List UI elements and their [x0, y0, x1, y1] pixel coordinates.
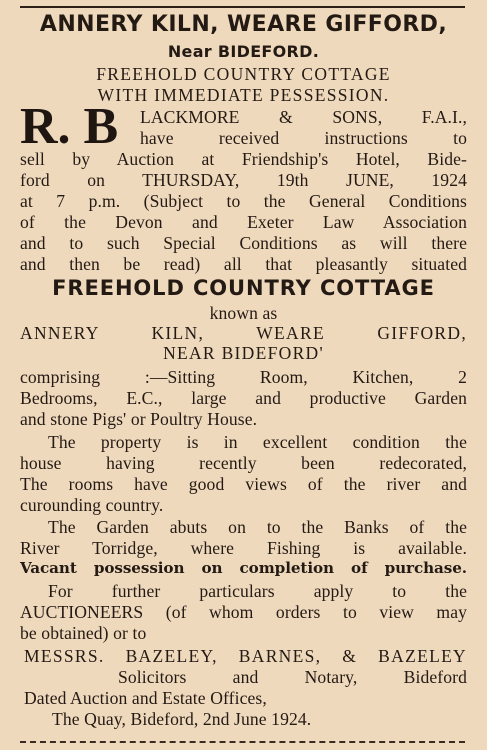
- solicitors-name: MESSRS. BAZELEY, BARNES, & BAZELEY: [24, 646, 467, 666]
- condition-line: curounding country.: [20, 495, 164, 515]
- property-heading: FREEHOLD COUNTRY COTTAGE: [52, 276, 435, 300]
- paragraph-line: sell by Auction at Friendship's Hotel, Bide-: [20, 149, 467, 169]
- paragraph-line: LACKMORE & SONS, F.A.I.,: [140, 107, 467, 127]
- comprising-line: and stone Pigs' or Poultry House.: [20, 409, 258, 429]
- subheadline: Near BIDEFORD.: [167, 42, 320, 61]
- paragraph-line: ford on THURSDAY, 19th JUNE, 1924: [20, 170, 467, 190]
- comprising-line: Bedrooms, E.C., large and productive Garden: [20, 388, 467, 408]
- comprising-line: comprising :—Sitting Room, Kitchen, 2: [20, 367, 467, 387]
- paragraph-line: of the Devon and Exeter Law Association: [20, 212, 467, 232]
- condition-line: The property is in excellent condition the: [48, 432, 467, 452]
- bottom-rule: [20, 741, 465, 743]
- known-as: known as: [209, 303, 278, 323]
- condition-line: house having recently been redecorated,: [20, 453, 467, 473]
- paragraph-line: at 7 p.m. (Subject to the General Conditions: [20, 191, 467, 211]
- top-rule: [20, 6, 465, 8]
- condition-line: The rooms have good views of the river and: [20, 474, 467, 494]
- dated-line: Dated Auction and Estate Offices,: [24, 688, 267, 708]
- particulars-line: be obtained) or to: [20, 623, 147, 643]
- garden-line: The Garden abuts on to the Banks of the: [48, 517, 467, 537]
- type-line-2: WITH IMMEDIATE PESSESSION.: [97, 85, 390, 105]
- drop-cap: R. B: [20, 98, 119, 155]
- address-date: The Quay, Bideford, 2nd June 1924.: [52, 709, 312, 729]
- particulars-line: For further particulars apply to the: [48, 581, 467, 601]
- property-name: ANNERY KILN, WEARE GIFFORD,: [20, 323, 467, 343]
- property-location: NEAR BIDEFORD': [163, 343, 324, 363]
- paragraph-line: and then be read) all that pleasantly situated: [20, 254, 467, 274]
- garden-line: River Torridge, where Fishing is available.: [20, 538, 467, 558]
- headline: ANNERY KILN, WEARE GIFFORD,: [39, 12, 448, 37]
- paragraph-line: have received instructions to: [140, 128, 467, 148]
- type-line-1: FREEHOLD COUNTRY COTTAGE: [96, 64, 391, 84]
- paragraph-line: and to such Special Conditions as will there: [20, 233, 467, 253]
- solicitors-title: Solicitors and Notary, Bideford: [118, 667, 467, 687]
- vacant-possession: Vacant possession on completion of purchase.: [20, 559, 467, 577]
- particulars-line: AUCTIONEERS (of whom orders to view may: [20, 602, 467, 622]
